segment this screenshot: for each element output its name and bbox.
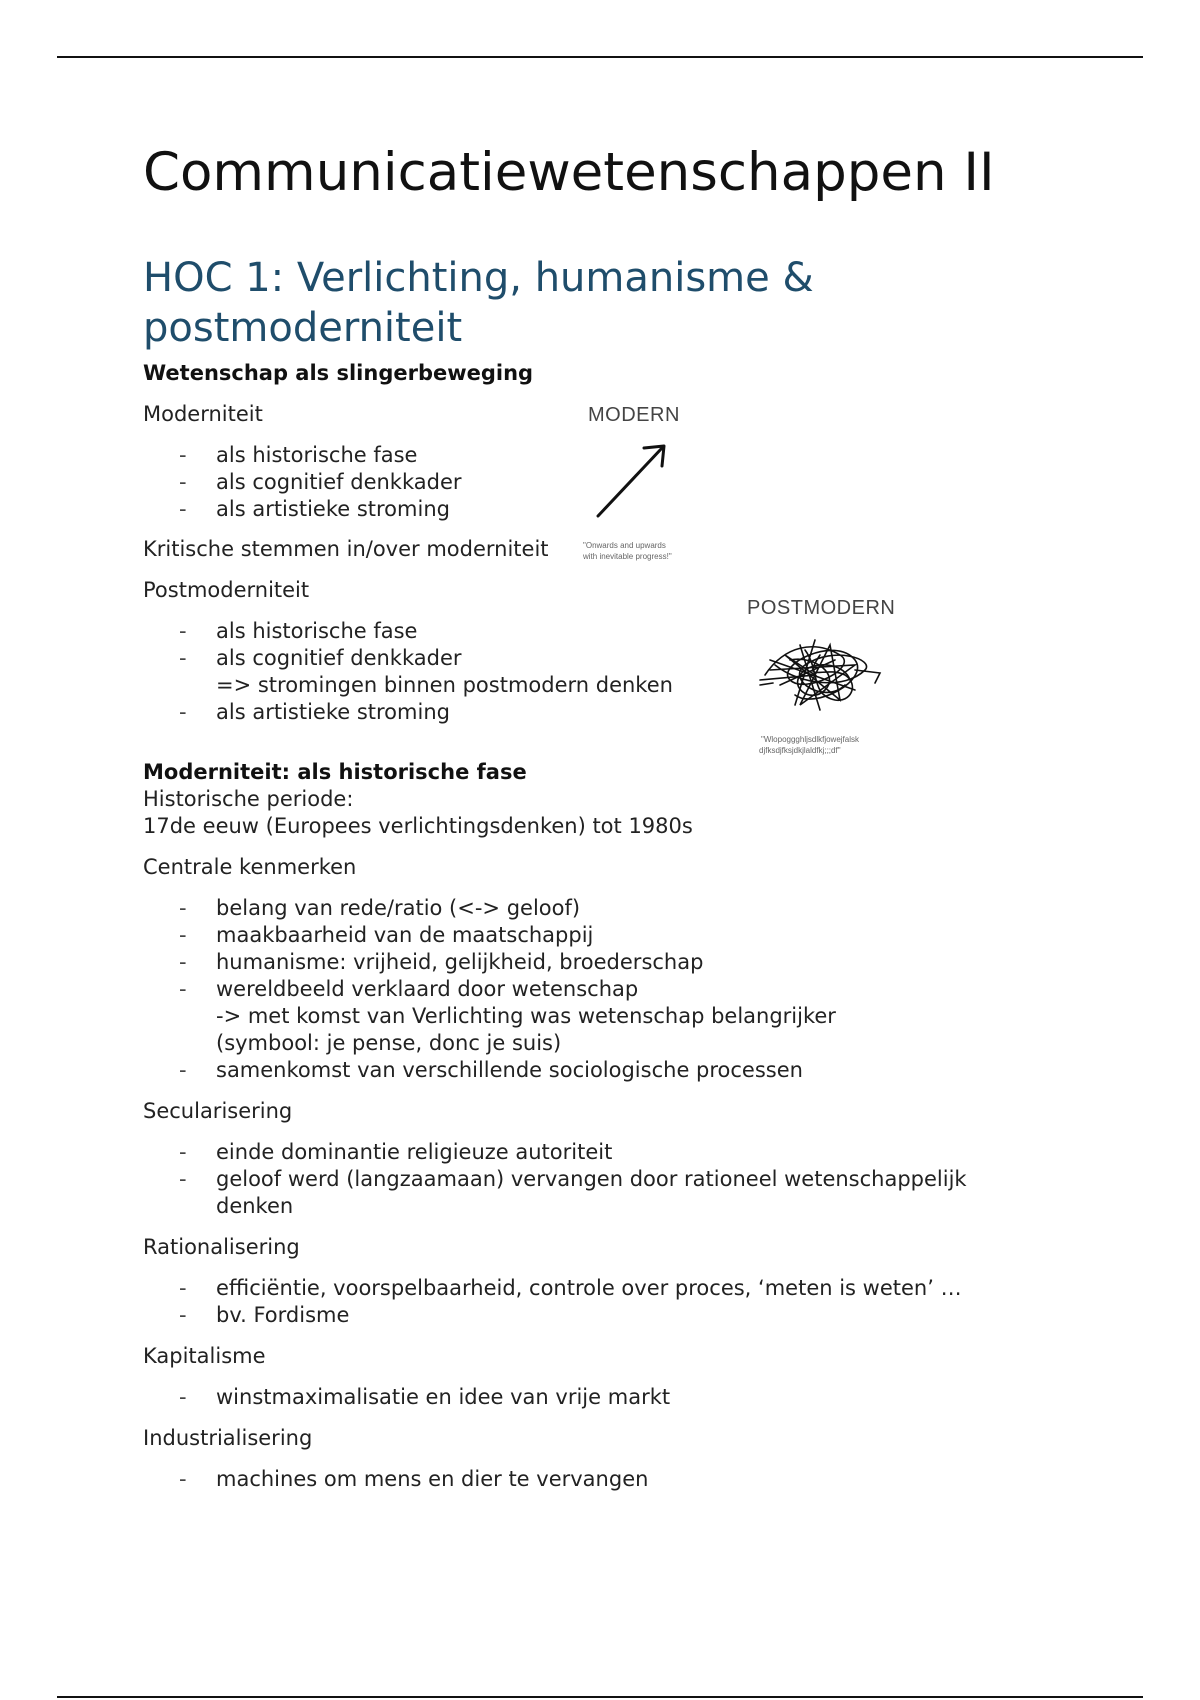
document-title: Communicatiewetenschappen II (143, 142, 995, 203)
section-heading-hoc1: HOC 1: Verlichting, humanisme & postmoderniteit (143, 255, 814, 351)
kritische-stemmen: Kritische stemmen in/over moderniteit (143, 537, 549, 561)
scribble-icon (745, 625, 930, 725)
kapitalisme-list (143, 1384, 1023, 1411)
list-item-subtext: -> met komst van Verlichting was wetenschap belangrijker (216, 1004, 836, 1028)
list-item-text: - wereldbeeld verklaard door wetenschap (216, 977, 639, 1001)
kenmerken-label: Centrale kenmerken (143, 855, 357, 879)
historische-fase-heading: Moderniteit: als historische fase (143, 760, 527, 784)
list-item-subtext: => stromingen binnen postmodern denken (216, 673, 673, 697)
postmoderniteit-label: Postmoderniteit (143, 578, 310, 602)
historische-fase-section (143, 759, 1023, 1493)
modern-figure (580, 400, 720, 575)
arrow-up-right-icon (580, 434, 720, 544)
postmodern-caption-line2: djfksdjfksjdkjlaldfkj;;;df" (759, 746, 841, 755)
list-item: - bv. Fordisme (143, 1302, 1023, 1329)
list-item: - als cognitief denkkader (143, 469, 1023, 496)
page-top-rule (57, 56, 1143, 58)
list-item: - humanisme: vrijheid, gelijkheid, broederschap (143, 949, 1023, 976)
list-item: - maakbaarheid van de maatschappij (143, 922, 1023, 949)
list-item: - winstmaximalisatie en idee van vrije markt (143, 1384, 1023, 1411)
period-value: 17de eeuw (Europees verlichtingsdenken) tot 1980s (143, 814, 693, 838)
secularisering-label: Secularisering (143, 1099, 293, 1123)
kapitalisme-label: Kapitalisme (143, 1344, 266, 1368)
list-item: - als artistieke stroming (143, 699, 1023, 726)
industrialisering-list (143, 1466, 1023, 1493)
industrialisering-label: Industrialisering (143, 1426, 313, 1450)
period-label: Historische periode: (143, 787, 354, 811)
modern-figure-label: MODERN (588, 404, 680, 426)
modern-caption-line1: "Onwards and upwards (583, 541, 666, 550)
list-item-text: - als cognitief denkkader (216, 646, 462, 670)
list-item: - belang van rede/ratio (<-> geloof) (143, 895, 1023, 922)
list-item: - als artistieke stroming (143, 496, 1023, 523)
list-item: - machines om mens en dier te vervangen (143, 1466, 1023, 1493)
postmodern-figure-label: POSTMODERN (747, 597, 896, 619)
list-item-subtext: (symbool: je pense, donc je suis) (216, 1031, 562, 1055)
rationalisering-list (143, 1275, 1023, 1329)
page-bottom-rule (57, 1696, 1143, 1698)
list-item: - samenkomst van verschillende sociologische processen (143, 1057, 1023, 1084)
list-item: - efficiëntie, voorspelbaarheid, controle over proces, ‘meten is weten’ … (143, 1275, 1023, 1302)
kenmerken-list (143, 895, 1023, 1084)
list-item: - als historische fase (143, 442, 1023, 469)
postmodern-figure (745, 593, 930, 763)
slingerbeweging-heading: Wetenschap als slingerbeweging (143, 361, 534, 385)
list-item: - geloof werd (langzaamaan) vervangen door rationeel wetenschappelijk denken (143, 1166, 1023, 1220)
moderniteit-label: Moderniteit (143, 402, 263, 426)
modern-caption-line2: with inevitable progress!" (583, 552, 672, 561)
secularisering-list (143, 1139, 1023, 1220)
rationalisering-label: Rationalisering (143, 1235, 300, 1259)
list-item (143, 976, 1023, 1057)
list-item: - als historische fase (143, 618, 1023, 645)
postmodern-caption-line1: "Wlopoggghljsdlkfjowejfalsk (761, 735, 859, 744)
list-item: - einde dominantie religieuze autoriteit (143, 1139, 1023, 1166)
